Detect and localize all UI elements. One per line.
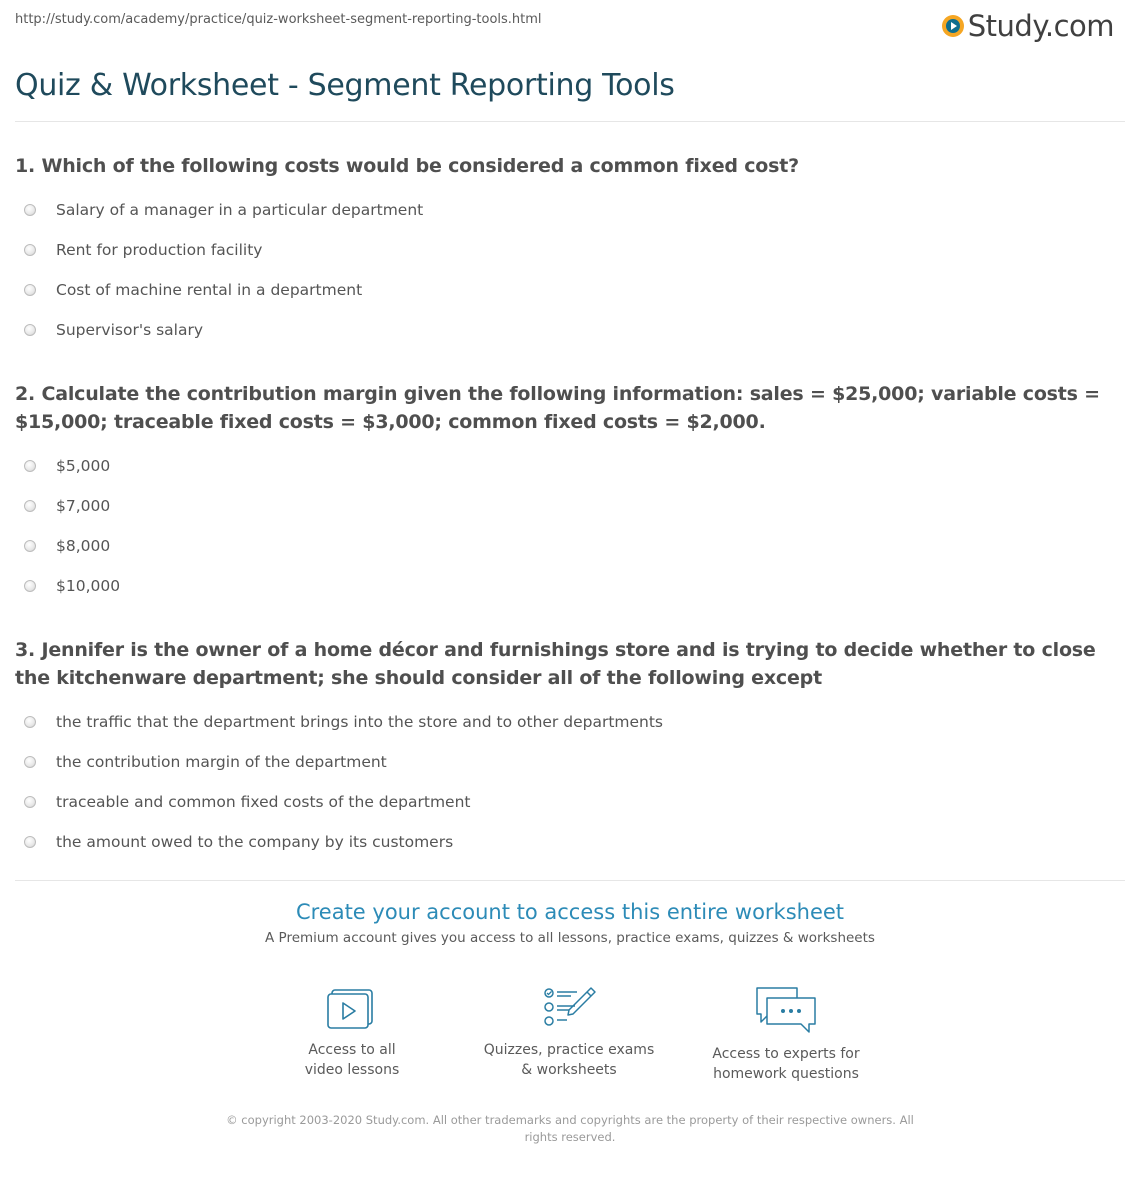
answer-label: $8,000 [56,537,111,555]
radio-icon[interactable] [24,756,36,768]
chat-bubbles-icon [753,984,819,1034]
play-badge-icon [942,15,964,37]
radio-icon[interactable] [24,796,36,808]
feature-line-2: & worksheets [521,1062,617,1078]
radio-icon[interactable] [24,580,36,592]
premium-cta [0,900,1140,946]
radio-icon[interactable] [24,836,36,848]
feature-video-lessons [252,984,452,1080]
answer-option[interactable] [15,742,1110,782]
answer-option[interactable] [15,782,1110,822]
answer-option[interactable] [15,310,1110,350]
feature-quizzes [469,984,669,1080]
radio-icon[interactable] [24,324,36,336]
answer-option[interactable] [15,190,1110,230]
radio-icon[interactable] [24,284,36,296]
answer-label: $10,000 [56,577,121,595]
answer-label: the contribution margin of the department [56,753,387,771]
radio-icon[interactable] [24,540,36,552]
answer-label: traceable and common fixed costs of the department [56,793,471,811]
answer-label: Supervisor's salary [56,321,204,339]
question-text: 2. Calculate the contribution margin given the following information: sales = $25,000; variable costs = $15,000; traceable fixed costs = $3,000; common fixed costs = $2,000. [15,383,1100,433]
feature-experts [686,984,886,1084]
video-lesson-icon [324,984,380,1030]
answer-option[interactable] [15,822,1110,862]
page-title: Quiz & Worksheet - Segment Reporting Tools [15,68,675,103]
top-bar [15,0,1125,50]
answer-option[interactable] [15,702,1110,742]
answer-label: the amount owed to the company by its customers [56,833,454,851]
feature-line-2: homework questions [713,1066,859,1082]
answer-option[interactable] [15,230,1110,270]
answer-option[interactable] [15,446,1110,486]
answer-label: $7,000 [56,497,111,515]
copyright-notice: © copyright 2003-2020 Study.com. All other trademarks and copyrights are the property of their respective owners. All rights reserved. [226,1113,914,1144]
study-com-logo[interactable] [942,6,1114,46]
quiz-checklist-icon [541,984,597,1030]
question-2 [15,380,1110,606]
radio-icon[interactable] [24,716,36,728]
answer-label: the traffic that the department brings into the store and to other departments [56,713,664,731]
answer-label: Salary of a manager in a particular department [56,201,424,219]
answer-label: $5,000 [56,457,111,475]
question-1 [15,152,1110,350]
feature-line-1: Access to all [308,1042,396,1058]
question-list [15,152,1110,892]
question-3 [15,636,1110,862]
feature-line-2: video lessons [304,1062,400,1078]
answer-option[interactable] [15,486,1110,526]
radio-icon[interactable] [24,500,36,512]
cta-subtext: A Premium account gives you access to all lessons, practice exams, quizzes & worksheets [265,930,875,946]
logo-text: Study.com [967,9,1114,43]
feature-line-1: Access to experts for [712,1046,860,1062]
question-text: 1. Which of the following costs would be considered a common fixed cost? [15,155,799,177]
title-divider [15,121,1125,122]
feature-line-1: Quizzes, practice exams [483,1042,655,1058]
radio-icon[interactable] [24,244,36,256]
answer-option[interactable] [15,526,1110,566]
create-account-link[interactable]: Create your account to access this entire worksheet [295,900,845,924]
radio-icon[interactable] [24,460,36,472]
answer-option[interactable] [15,270,1110,310]
question-text: 3. Jennifer is the owner of a home décor and furnishings store and is trying to decide whether to close the kitchenware department; she should consider all of the following except [15,639,1096,689]
answer-label: Rent for production facility [56,241,263,259]
radio-icon[interactable] [24,204,36,216]
answer-label: Cost of machine rental in a department [56,281,363,299]
page-url: http://study.com/academy/practice/quiz-worksheet-segment-reporting-tools.html [15,12,542,27]
answer-option[interactable] [15,566,1110,606]
cta-divider [15,880,1125,881]
